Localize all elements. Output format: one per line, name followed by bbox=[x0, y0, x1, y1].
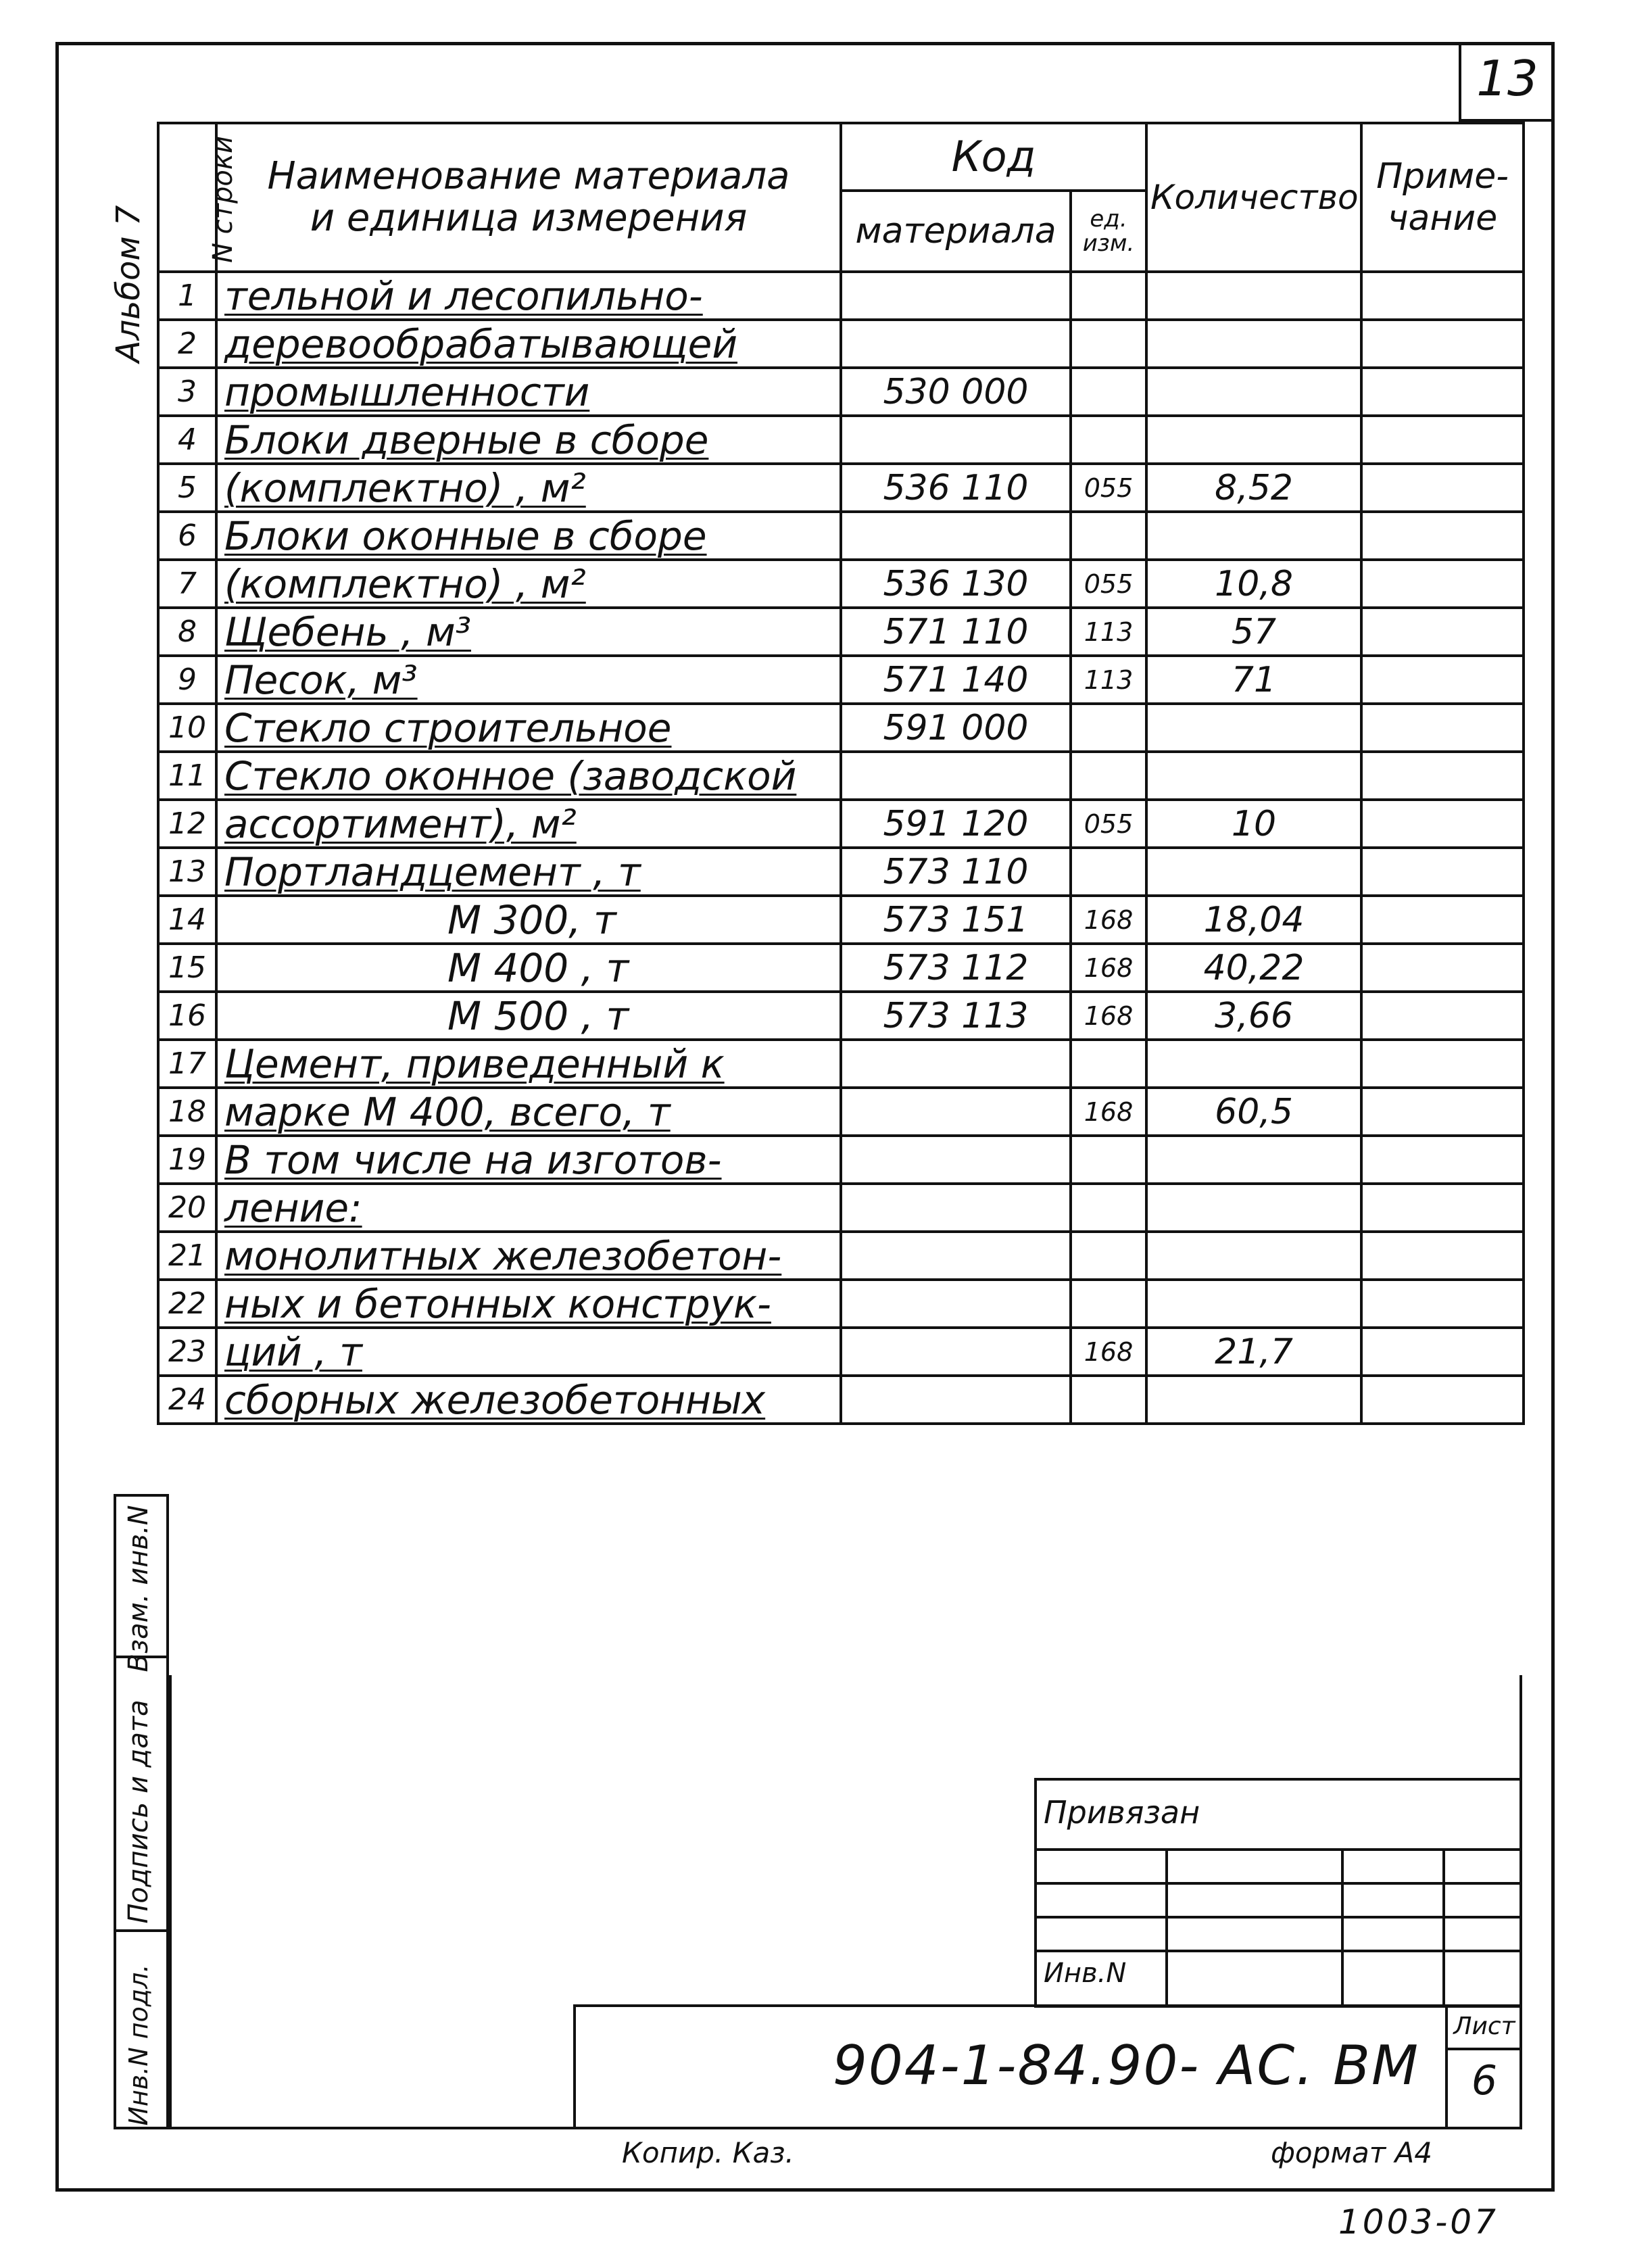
unit-code-cell bbox=[1071, 512, 1146, 560]
note-cell bbox=[1361, 608, 1524, 656]
table-row bbox=[158, 944, 1524, 992]
row-number-cell: 19 bbox=[158, 1136, 216, 1184]
header-material-name: Наименование материала и единица измерения bbox=[216, 123, 841, 272]
material-name-cell: Блоки оконные в сборе bbox=[216, 512, 841, 560]
note-cell bbox=[1361, 656, 1524, 704]
table-row bbox=[158, 992, 1524, 1040]
table-row bbox=[158, 368, 1524, 416]
quantity-cell bbox=[1146, 1232, 1361, 1280]
unit-code-cell bbox=[1071, 368, 1146, 416]
quantity-cell: 3,66 bbox=[1146, 992, 1361, 1040]
material-name-cell: марке М 400, всего, т bbox=[216, 1088, 841, 1136]
quantity-cell: 10,8 bbox=[1146, 560, 1361, 608]
row-number-cell: 22 bbox=[158, 1280, 216, 1328]
material-code-cell bbox=[841, 1280, 1071, 1328]
document-designation: 904-1-84.90- АС. ВМ bbox=[833, 2034, 1419, 2097]
row-number-cell: 12 bbox=[158, 800, 216, 848]
row-number-cell: 8 bbox=[158, 608, 216, 656]
quantity-cell bbox=[1146, 752, 1361, 800]
materials-table bbox=[157, 122, 1525, 1425]
unit-code-cell bbox=[1071, 1040, 1146, 1088]
unit-code-cell bbox=[1071, 416, 1146, 464]
note-cell bbox=[1361, 896, 1524, 944]
row-number-cell: 13 bbox=[158, 848, 216, 896]
material-name-cell: Стекло оконное (заводской bbox=[216, 752, 841, 800]
material-name-cell: ных и бетонных конструк- bbox=[216, 1280, 841, 1328]
inv-no-label: Инв.N bbox=[1044, 1958, 1127, 1989]
table-row bbox=[158, 320, 1524, 368]
row-number-cell: 18 bbox=[158, 1088, 216, 1136]
note-cell bbox=[1361, 320, 1524, 368]
material-code-cell bbox=[841, 1184, 1071, 1232]
material-code-cell: 571 110 bbox=[841, 608, 1071, 656]
table-row bbox=[158, 272, 1524, 320]
material-code-cell: 573 110 bbox=[841, 848, 1071, 896]
quantity-cell: 40,22 bbox=[1146, 944, 1361, 992]
material-name-cell: деревообрабатывающей bbox=[216, 320, 841, 368]
material-code-cell bbox=[841, 512, 1071, 560]
unit-code-cell: 055 bbox=[1071, 560, 1146, 608]
quantity-cell: 57 bbox=[1146, 608, 1361, 656]
unit-code-cell bbox=[1071, 848, 1146, 896]
table-row bbox=[158, 896, 1524, 944]
material-code-cell bbox=[841, 1136, 1071, 1184]
table-row bbox=[158, 1376, 1524, 1424]
material-name-cell: М 300, т bbox=[216, 896, 841, 944]
material-code-cell bbox=[841, 1376, 1071, 1424]
table-row bbox=[158, 800, 1524, 848]
main-stamp bbox=[573, 2004, 1522, 2129]
row-number-cell: 10 bbox=[158, 704, 216, 752]
unit-code-cell bbox=[1071, 1232, 1146, 1280]
inv-podl-label: Инв.N подл. bbox=[124, 1964, 153, 2126]
material-code-cell bbox=[841, 1040, 1071, 1088]
quantity-cell: 71 bbox=[1146, 656, 1361, 704]
quantity-cell bbox=[1146, 848, 1361, 896]
material-code-cell: 571 140 bbox=[841, 656, 1071, 704]
table-row bbox=[158, 752, 1524, 800]
note-cell bbox=[1361, 944, 1524, 992]
quantity-cell: 8,52 bbox=[1146, 464, 1361, 512]
material-code-cell: 573 151 bbox=[841, 896, 1071, 944]
unit-code-cell bbox=[1071, 1136, 1146, 1184]
row-number-cell: 2 bbox=[158, 320, 216, 368]
quantity-cell bbox=[1146, 320, 1361, 368]
material-name-cell: тельной и лесопильно- bbox=[216, 272, 841, 320]
quantity-cell bbox=[1146, 1136, 1361, 1184]
note-cell bbox=[1361, 704, 1524, 752]
material-name-cell: (комплектно) , м² bbox=[216, 464, 841, 512]
row-number-cell: 24 bbox=[158, 1376, 216, 1424]
unit-code-cell: 113 bbox=[1071, 608, 1146, 656]
table-row bbox=[158, 560, 1524, 608]
row-number-cell: 3 bbox=[158, 368, 216, 416]
quantity-cell bbox=[1146, 1040, 1361, 1088]
quantity-cell bbox=[1146, 368, 1361, 416]
row-number-cell: 20 bbox=[158, 1184, 216, 1232]
material-name-cell: монолитных железобетон- bbox=[216, 1232, 841, 1280]
unit-code-cell bbox=[1071, 1280, 1146, 1328]
quantity-cell bbox=[1146, 1184, 1361, 1232]
note-cell bbox=[1361, 1184, 1524, 1232]
note-cell bbox=[1361, 800, 1524, 848]
material-code-cell: 573 112 bbox=[841, 944, 1071, 992]
note-cell bbox=[1361, 1280, 1524, 1328]
header-code-material: материала bbox=[841, 191, 1071, 272]
note-cell bbox=[1361, 512, 1524, 560]
quantity-cell bbox=[1146, 272, 1361, 320]
material-name-cell: Блоки дверные в сборе bbox=[216, 416, 841, 464]
unit-code-cell: 168 bbox=[1071, 896, 1146, 944]
material-name-cell: М 400 , т bbox=[216, 944, 841, 992]
material-code-cell: 536 130 bbox=[841, 560, 1071, 608]
quantity-cell bbox=[1146, 1280, 1361, 1328]
note-cell bbox=[1361, 848, 1524, 896]
header-quantity: Количество bbox=[1146, 123, 1361, 272]
material-name-cell: М 500 , т bbox=[216, 992, 841, 1040]
material-code-cell: 530 000 bbox=[841, 368, 1071, 416]
format-label: формат А4 bbox=[1271, 2136, 1432, 2169]
table-row bbox=[158, 848, 1524, 896]
table-row bbox=[158, 464, 1524, 512]
material-name-cell: промышленности bbox=[216, 368, 841, 416]
table-row bbox=[158, 1328, 1524, 1376]
material-code-cell bbox=[841, 1328, 1071, 1376]
note-cell bbox=[1361, 1328, 1524, 1376]
header-code-unit: ед. изм. bbox=[1071, 191, 1146, 272]
table-row bbox=[158, 1232, 1524, 1280]
row-number-cell: 4 bbox=[158, 416, 216, 464]
material-name-cell: ассортимент), м² bbox=[216, 800, 841, 848]
table-row bbox=[158, 656, 1524, 704]
row-number-cell: 21 bbox=[158, 1232, 216, 1280]
material-name-cell: Песок, м³ bbox=[216, 656, 841, 704]
row-number-cell: 9 bbox=[158, 656, 216, 704]
material-code-cell: 573 113 bbox=[841, 992, 1071, 1040]
material-code-cell bbox=[841, 752, 1071, 800]
material-name-cell: Портландцемент , т bbox=[216, 848, 841, 896]
list-number: 6 bbox=[1471, 2057, 1498, 2104]
privyazan-block bbox=[1034, 1778, 1522, 2008]
material-code-cell: 591 120 bbox=[841, 800, 1071, 848]
header-row-number: N строки bbox=[158, 123, 216, 272]
vzam-inv-label: Взам. инв.N bbox=[123, 1505, 154, 1672]
table-row bbox=[158, 512, 1524, 560]
row-number-cell: 17 bbox=[158, 1040, 216, 1088]
quantity-cell: 10 bbox=[1146, 800, 1361, 848]
note-cell bbox=[1361, 1376, 1524, 1424]
material-code-cell bbox=[841, 272, 1071, 320]
material-name-cell: Щебень , м³ bbox=[216, 608, 841, 656]
material-code-cell bbox=[841, 416, 1071, 464]
note-cell bbox=[1361, 416, 1524, 464]
row-number-cell: 15 bbox=[158, 944, 216, 992]
table-row bbox=[158, 1040, 1524, 1088]
unit-code-cell: 113 bbox=[1071, 656, 1146, 704]
unit-code-cell bbox=[1071, 752, 1146, 800]
unit-code-cell bbox=[1071, 320, 1146, 368]
quantity-cell bbox=[1146, 416, 1361, 464]
unit-code-cell: 168 bbox=[1071, 992, 1146, 1040]
material-name-cell: (комплектно) , м² bbox=[216, 560, 841, 608]
table-row bbox=[158, 1280, 1524, 1328]
material-code-cell bbox=[841, 320, 1071, 368]
header-code: Код bbox=[841, 123, 1146, 191]
table-row bbox=[158, 704, 1524, 752]
note-cell bbox=[1361, 992, 1524, 1040]
header-note: Приме- чание bbox=[1361, 123, 1524, 272]
note-cell bbox=[1361, 368, 1524, 416]
quantity-cell: 18,04 bbox=[1146, 896, 1361, 944]
material-name-cell: сборных железобетонных bbox=[216, 1376, 841, 1424]
row-number-cell: 16 bbox=[158, 992, 216, 1040]
row-number-cell: 6 bbox=[158, 512, 216, 560]
row-number-cell: 5 bbox=[158, 464, 216, 512]
quantity-cell bbox=[1146, 1376, 1361, 1424]
material-code-cell bbox=[841, 1232, 1071, 1280]
table-row bbox=[158, 416, 1524, 464]
row-number-cell: 23 bbox=[158, 1328, 216, 1376]
archive-code: 1003-07 bbox=[1338, 2202, 1499, 2242]
unit-code-cell bbox=[1071, 704, 1146, 752]
unit-code-cell bbox=[1071, 1184, 1146, 1232]
note-cell bbox=[1361, 1088, 1524, 1136]
table-row bbox=[158, 1184, 1524, 1232]
material-name-cell: Стекло строительное bbox=[216, 704, 841, 752]
row-number-cell: 14 bbox=[158, 896, 216, 944]
quantity-cell bbox=[1146, 704, 1361, 752]
unit-code-cell: 168 bbox=[1071, 944, 1146, 992]
note-cell bbox=[1361, 1232, 1524, 1280]
note-cell bbox=[1361, 464, 1524, 512]
material-name-cell: ление: bbox=[216, 1184, 841, 1232]
note-cell bbox=[1361, 752, 1524, 800]
table-row bbox=[158, 1088, 1524, 1136]
unit-code-cell bbox=[1071, 272, 1146, 320]
quantity-cell: 60,5 bbox=[1146, 1088, 1361, 1136]
unit-code-cell: 055 bbox=[1071, 464, 1146, 512]
podpis-data-label: Подпись и дата bbox=[123, 1699, 154, 1924]
row-number-cell: 11 bbox=[158, 752, 216, 800]
unit-code-cell bbox=[1071, 1376, 1146, 1424]
note-cell bbox=[1361, 1040, 1524, 1088]
row-number-cell: 7 bbox=[158, 560, 216, 608]
material-name-cell: ций , т bbox=[216, 1328, 841, 1376]
album-label: Альбом 7 bbox=[110, 205, 147, 363]
sheet-number: 13 bbox=[1476, 50, 1538, 107]
row-number-cell: 1 bbox=[158, 272, 216, 320]
note-cell bbox=[1361, 560, 1524, 608]
unit-code-cell: 168 bbox=[1071, 1328, 1146, 1376]
note-cell bbox=[1361, 1136, 1524, 1184]
copied-label: Копир. Каз. bbox=[622, 2136, 794, 2169]
material-name-cell: Цемент, приведенный к bbox=[216, 1040, 841, 1088]
material-code-cell: 536 110 bbox=[841, 464, 1071, 512]
unit-code-cell: 055 bbox=[1071, 800, 1146, 848]
unit-code-cell: 168 bbox=[1071, 1088, 1146, 1136]
table-row bbox=[158, 608, 1524, 656]
privyazan-label: Привязан bbox=[1044, 1794, 1200, 1831]
material-code-cell: 591 000 bbox=[841, 704, 1071, 752]
list-label: Лист bbox=[1453, 2012, 1515, 2040]
material-code-cell bbox=[841, 1088, 1071, 1136]
quantity-cell bbox=[1146, 512, 1361, 560]
material-name-cell: В том числе на изготов- bbox=[216, 1136, 841, 1184]
quantity-cell: 21,7 bbox=[1146, 1328, 1361, 1376]
note-cell bbox=[1361, 272, 1524, 320]
table-row bbox=[158, 1136, 1524, 1184]
